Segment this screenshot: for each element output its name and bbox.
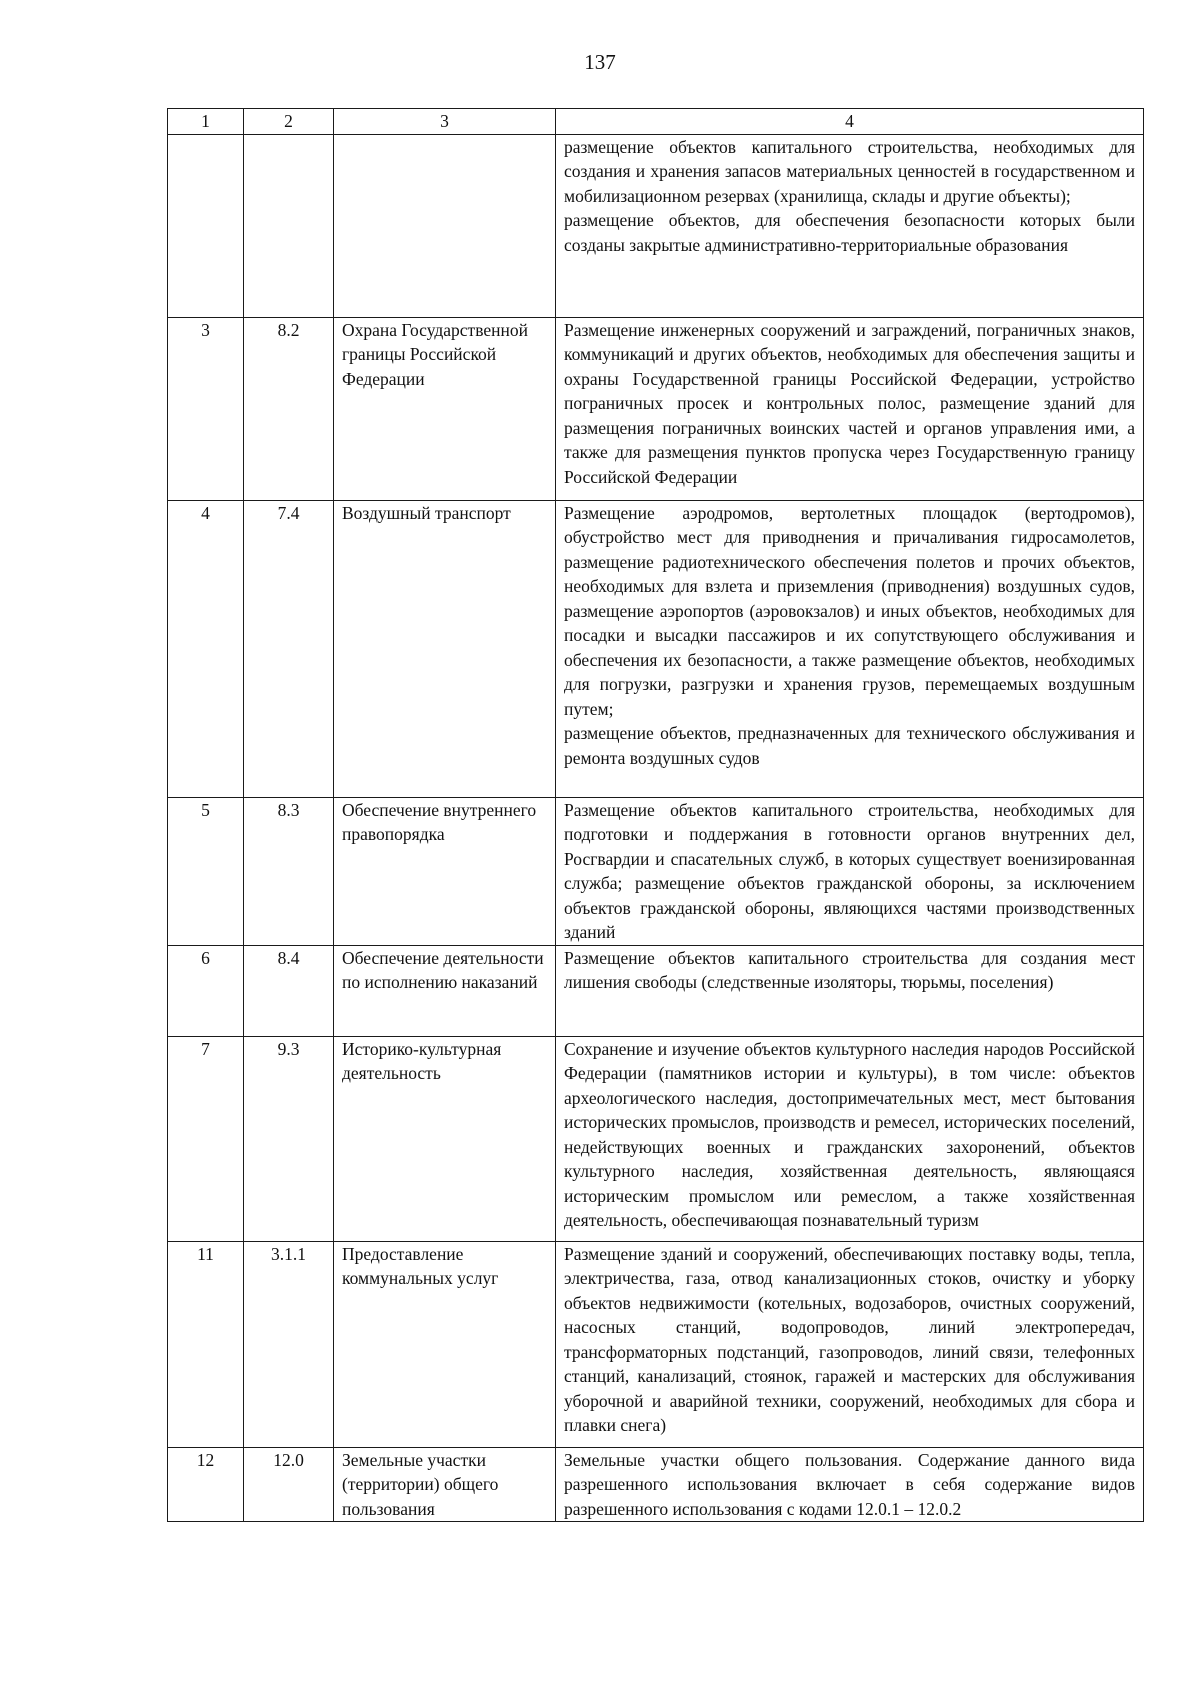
- use-name-cell: [334, 134, 556, 317]
- use-name-cell: Воздушный транспорт: [334, 500, 556, 797]
- code-cell: 12.0: [244, 1447, 334, 1522]
- description-paragraph: Сохранение и изучение объектов культурного наследия народов Российской Федерации (памятников истории и культуры), в том числе: объектов археологического наследия, достопримечательных мест, мест бытования исторических промыслов, производств и ремесел, исторических поселений, недействующих военных и гражданских захоронений, объектов культурного наследия, хозяйственная деятельность, являющаяся историческим промыслом или ремеслом, а также хозяйственная деятельность, обеспечивающая познавательный туризм: [564, 1038, 1135, 1230]
- code-cell: 8.4: [244, 945, 334, 1036]
- description-paragraph: Размещение зданий и сооружений, обеспечивающих поставку воды, тепла, электричества, газа, отвод канализационных стоков, очистку и уборку объектов недвижимости (котельных, водозаборов, очистных сооружений, насосных станций, водопроводов, линий электропередач, трансформаторных подстанций, газопроводов, линий связи, телефонных станций, канализаций, стоянок, гаражей и мастерских для обслуживания уборочной и аварийной техники, сооружений, необходимых для сбора и плавки снега): [564, 1243, 1135, 1435]
- code-cell: [244, 134, 334, 317]
- use-name-cell: Охрана Государственной границы Российской Федерации: [334, 317, 556, 500]
- header-cell-3: 3: [334, 109, 556, 135]
- header-cell-4: 4: [556, 109, 1144, 135]
- description-paragraph: Размещение инженерных сооружений и заграждений, пограничных знаков, коммуникаций и других объектов, необходимых для обеспечения защиты и охраны Государственной границы Российской Федерации, устройство пограничных просек и контрольных полос, размещение зданий для размещения пограничных воинских частей и органов управления ими, а также для размещения пунктов пропуска через Государственную границу Российской Федерации: [564, 319, 1135, 487]
- code-cell: 8.2: [244, 317, 334, 500]
- row-number-cell: 7: [168, 1036, 244, 1241]
- description-paragraph: размещение объектов, предназначенных для технического обслуживания и ремонта воздушных судов: [564, 723, 1135, 768]
- row-number-cell: 12: [168, 1447, 244, 1522]
- land-use-table: [167, 108, 1144, 1522]
- row-number-cell: 3: [168, 317, 244, 500]
- description-paragraph: Размещение аэродромов, вертолетных площадок (вертодромов), обустройство мест для приводнения и причаливания гидросамолетов, размещение радиотехнического обеспечения полетов и прочих объектов, необходимых для взлета и приземления (приводнения) воздушных судов, размещение аэропортов (аэровокзалов) и иных объектов, необходимых для посадки и высадки пассажиров и их сопутствующего обслуживания и обеспечения их безопасности, а также размещение объектов, необходимых для погрузки, разгрузки и хранения грузов, перемещаемых воздушным путем;: [564, 502, 1135, 719]
- description-paragraph: Размещение объектов капитального строительства, необходимых для подготовки и поддержания в готовности органов внутренних дел, Росгвардии и спасательных служб, в которых существует военизированная служба; размещение объектов гражданской обороны, за исключением объектов гражданской обороны, являющихся частями производственных зданий: [564, 799, 1135, 942]
- header-cell-2: 2: [244, 109, 334, 135]
- code-cell: 8.3: [244, 797, 334, 945]
- description-paragraph: Земельные участки общего пользования. Содержание данного вида разрешенного использования включает в себя содержание видов разрешенного использования с кодами 12.0.1 – 12.0.2: [564, 1449, 1135, 1519]
- description-cell: [556, 797, 1144, 945]
- row-number-cell: 4: [168, 500, 244, 797]
- description-cell: [556, 500, 1144, 797]
- code-cell: 9.3: [244, 1036, 334, 1241]
- use-name-cell: Историко-культурная деятельность: [334, 1036, 556, 1241]
- description-cell: [556, 317, 1144, 500]
- table-row: [168, 1036, 1144, 1241]
- description-paragraph: размещение объектов капитального строительства, необходимых для создания и хранения запасов материальных ценностей в государственном и мобилизационном резервах (хранилища, склады и другие объекты);: [564, 136, 1135, 206]
- row-number-cell: [168, 134, 244, 317]
- use-name-cell: Обеспечение внутреннего правопорядка: [334, 797, 556, 945]
- page-number: 137: [584, 50, 616, 74]
- description-cell: [556, 1036, 1144, 1241]
- table-row: [168, 1241, 1144, 1447]
- header-row: [168, 109, 1144, 135]
- table-body: [168, 109, 1144, 1522]
- table-row: [168, 500, 1144, 797]
- table-row: [168, 134, 1144, 317]
- row-number-cell: 11: [168, 1241, 244, 1447]
- table-row: [168, 945, 1144, 1036]
- use-name-cell: Предоставление коммунальных услуг: [334, 1241, 556, 1447]
- use-name-cell: Земельные участки (территории) общего пользования: [334, 1447, 556, 1522]
- table-row: [168, 1447, 1144, 1522]
- header-cell-1: 1: [168, 109, 244, 135]
- code-cell: 7.4: [244, 500, 334, 797]
- description-cell: [556, 1447, 1144, 1522]
- row-number-cell: 6: [168, 945, 244, 1036]
- description-cell: [556, 1241, 1144, 1447]
- table-row: [168, 317, 1144, 500]
- table-row: [168, 797, 1144, 945]
- code-cell: 3.1.1: [244, 1241, 334, 1447]
- description-cell: [556, 945, 1144, 1036]
- use-name-cell: Обеспечение деятельности по исполнению наказаний: [334, 945, 556, 1036]
- row-number-cell: 5: [168, 797, 244, 945]
- description-paragraph: Размещение объектов капитального строительства для создания мест лишения свободы (следственные изоляторы, тюрьмы, поселения): [564, 947, 1135, 992]
- description-paragraph: размещение объектов, для обеспечения безопасности которых были созданы закрытые административно-территориальные образования: [564, 210, 1135, 255]
- description-cell: [556, 134, 1144, 317]
